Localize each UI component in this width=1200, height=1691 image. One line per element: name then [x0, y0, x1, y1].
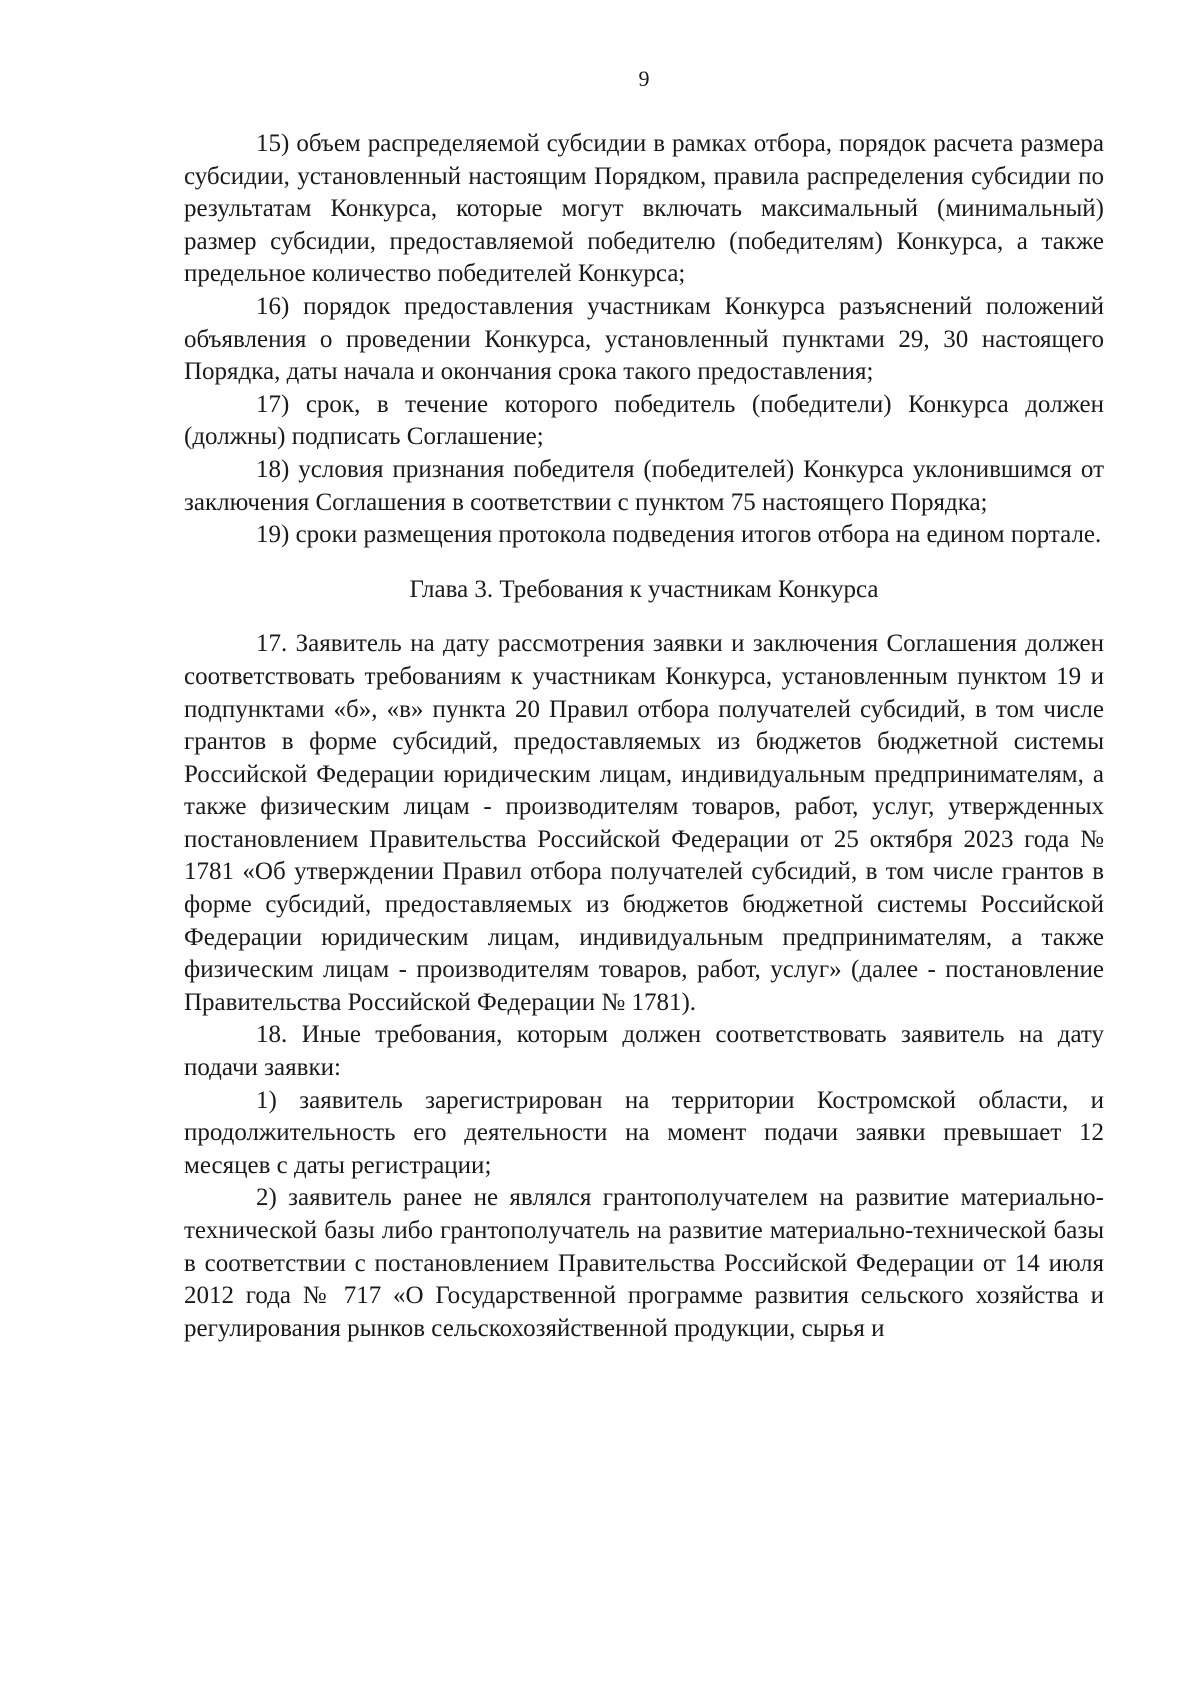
chapter-heading: Глава 3. Требования к участникам Конкурса [409, 575, 879, 603]
page-number: 9 [638, 66, 650, 91]
clause-18-item-2: 2) заявитель ранее не являлся грантополучателем на развитие материально-технической базы либо грантополучатель на развитие материально-технической базы в соответствии с постановлением Правительства Российской Федерации от 14 июля 2012 года № 717 «О Государственной программе развития сельского хозяйства и регулирования рынков сельскохозяйственной продукции, сырья и [184, 1184, 1104, 1342]
document-body [184, 128, 1104, 1345]
list-item-17: 17) срок, в течение которого победитель (победители) Конкурса должен (должны) подписать Соглашение; [184, 390, 1104, 451]
clause-18: 18. Иные требования, которым должен соответствовать заявитель на дату подачи заявки: [184, 1021, 1104, 1082]
clause-17: 17. Заявитель на дату рассмотрения заявки и заключения Соглашения должен соответствовать требованиям к участникам Конкурса, установленным пунктом 19 и подпунктами «б», «в» пункта 20 Правил отбора получателей субсидий, в том числе грантов в форме субсидий, предоставляемых из бюджетов бюджетной системы Российской Федерации юридическим лицам, индивидуальным предпринимателям, а также физическим лицам - производителям товаров, работ, услуг, утвержденных постановлением Правительства Российской Федерации от 25 октября 2023 года № 1781 «Об утверждении Правил отбора получателей субсидий, в том числе грантов в форме субсидий, предоставляемых из бюджетов бюджетной системы Российской Федерации юридическим лицам, индивидуальным предпринимателям, а также физическим лицам - производителям товаров, работ, услуг» (далее - постановление Правительства Российской Федерации № 1781). [184, 630, 1104, 1016]
list-item-19: 19) сроки размещения протокола подведения итогов отбора на едином портале. [256, 521, 1102, 549]
list-item-18: 18) условия признания победителя (победителей) Конкурса уклонившимся от заключения Соглашения в соответствии с пунктом 75 настоящего Порядка; [184, 455, 1104, 516]
list-item-16: 16) порядок предоставления участникам Конкурса разъяснений положений объявления о проведении Конкурса, установленный пунктами 29, 30 настоящего Порядка, даты начала и окончания срока такого предоставления; [184, 292, 1104, 386]
clause-18-item-1: 1) заявитель зарегистрирован на территории Костромской области, и продолжительность его деятельности на момент подачи заявки превышает 12 месяцев с даты регистрации; [184, 1086, 1104, 1179]
list-item-15: 15) объем распределяемой субсидии в рамках отбора, порядок расчета размера субсидии, установленный настоящим Порядком, правила распределения субсидии по результатам Конкурса, которые могут включать максимальный (минимальный) размер субсидии, предоставляемой победителю (победителям) Конкурса, а также предельное количество победителей Конкурса; [184, 130, 1104, 288]
